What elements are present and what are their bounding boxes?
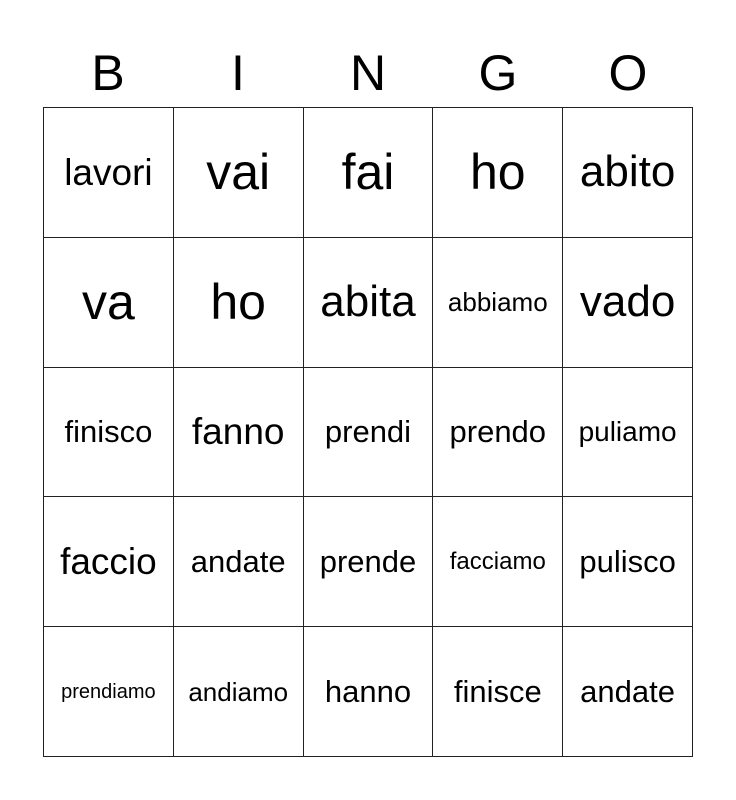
bingo-cell[interactable]: vado xyxy=(563,238,693,368)
bingo-cell[interactable]: ho xyxy=(174,238,304,368)
bingo-cell[interactable]: prendi xyxy=(304,368,434,498)
bingo-cell[interactable]: finisce xyxy=(433,627,563,757)
bingo-cell[interactable]: puliamo xyxy=(563,368,693,498)
header-letter-o: O xyxy=(608,45,648,101)
header-letter-g: G xyxy=(478,45,518,101)
bingo-board xyxy=(43,107,693,757)
bingo-cell[interactable]: va xyxy=(44,238,174,368)
bingo-cell[interactable]: lavori xyxy=(44,108,174,238)
header-letter-i: I xyxy=(231,45,245,101)
bingo-cell[interactable]: prendiamo xyxy=(44,627,174,757)
bingo-header xyxy=(43,42,693,104)
bingo-cell[interactable]: hanno xyxy=(304,627,434,757)
bingo-cell[interactable]: abbiamo xyxy=(433,238,563,368)
bingo-cell[interactable]: andate xyxy=(563,627,693,757)
bingo-cell[interactable]: fanno xyxy=(174,368,304,498)
bingo-cell[interactable]: ho xyxy=(433,108,563,238)
header-letter-n: N xyxy=(349,45,387,101)
bingo-cell[interactable]: pulisco xyxy=(563,497,693,627)
bingo-cell[interactable]: fai xyxy=(304,108,434,238)
bingo-cell[interactable]: vai xyxy=(174,108,304,238)
header-letter-b: B xyxy=(91,45,125,101)
bingo-cell[interactable]: finisco xyxy=(44,368,174,498)
bingo-cell[interactable]: facciamo xyxy=(433,497,563,627)
bingo-cell[interactable]: prende xyxy=(304,497,434,627)
bingo-cell[interactable]: andate xyxy=(174,497,304,627)
bingo-cell[interactable]: abita xyxy=(304,238,434,368)
bingo-cell[interactable]: abito xyxy=(563,108,693,238)
bingo-cell[interactable]: andiamo xyxy=(174,627,304,757)
bingo-cell[interactable]: faccio xyxy=(44,497,174,627)
bingo-cell[interactable]: prendo xyxy=(433,368,563,498)
